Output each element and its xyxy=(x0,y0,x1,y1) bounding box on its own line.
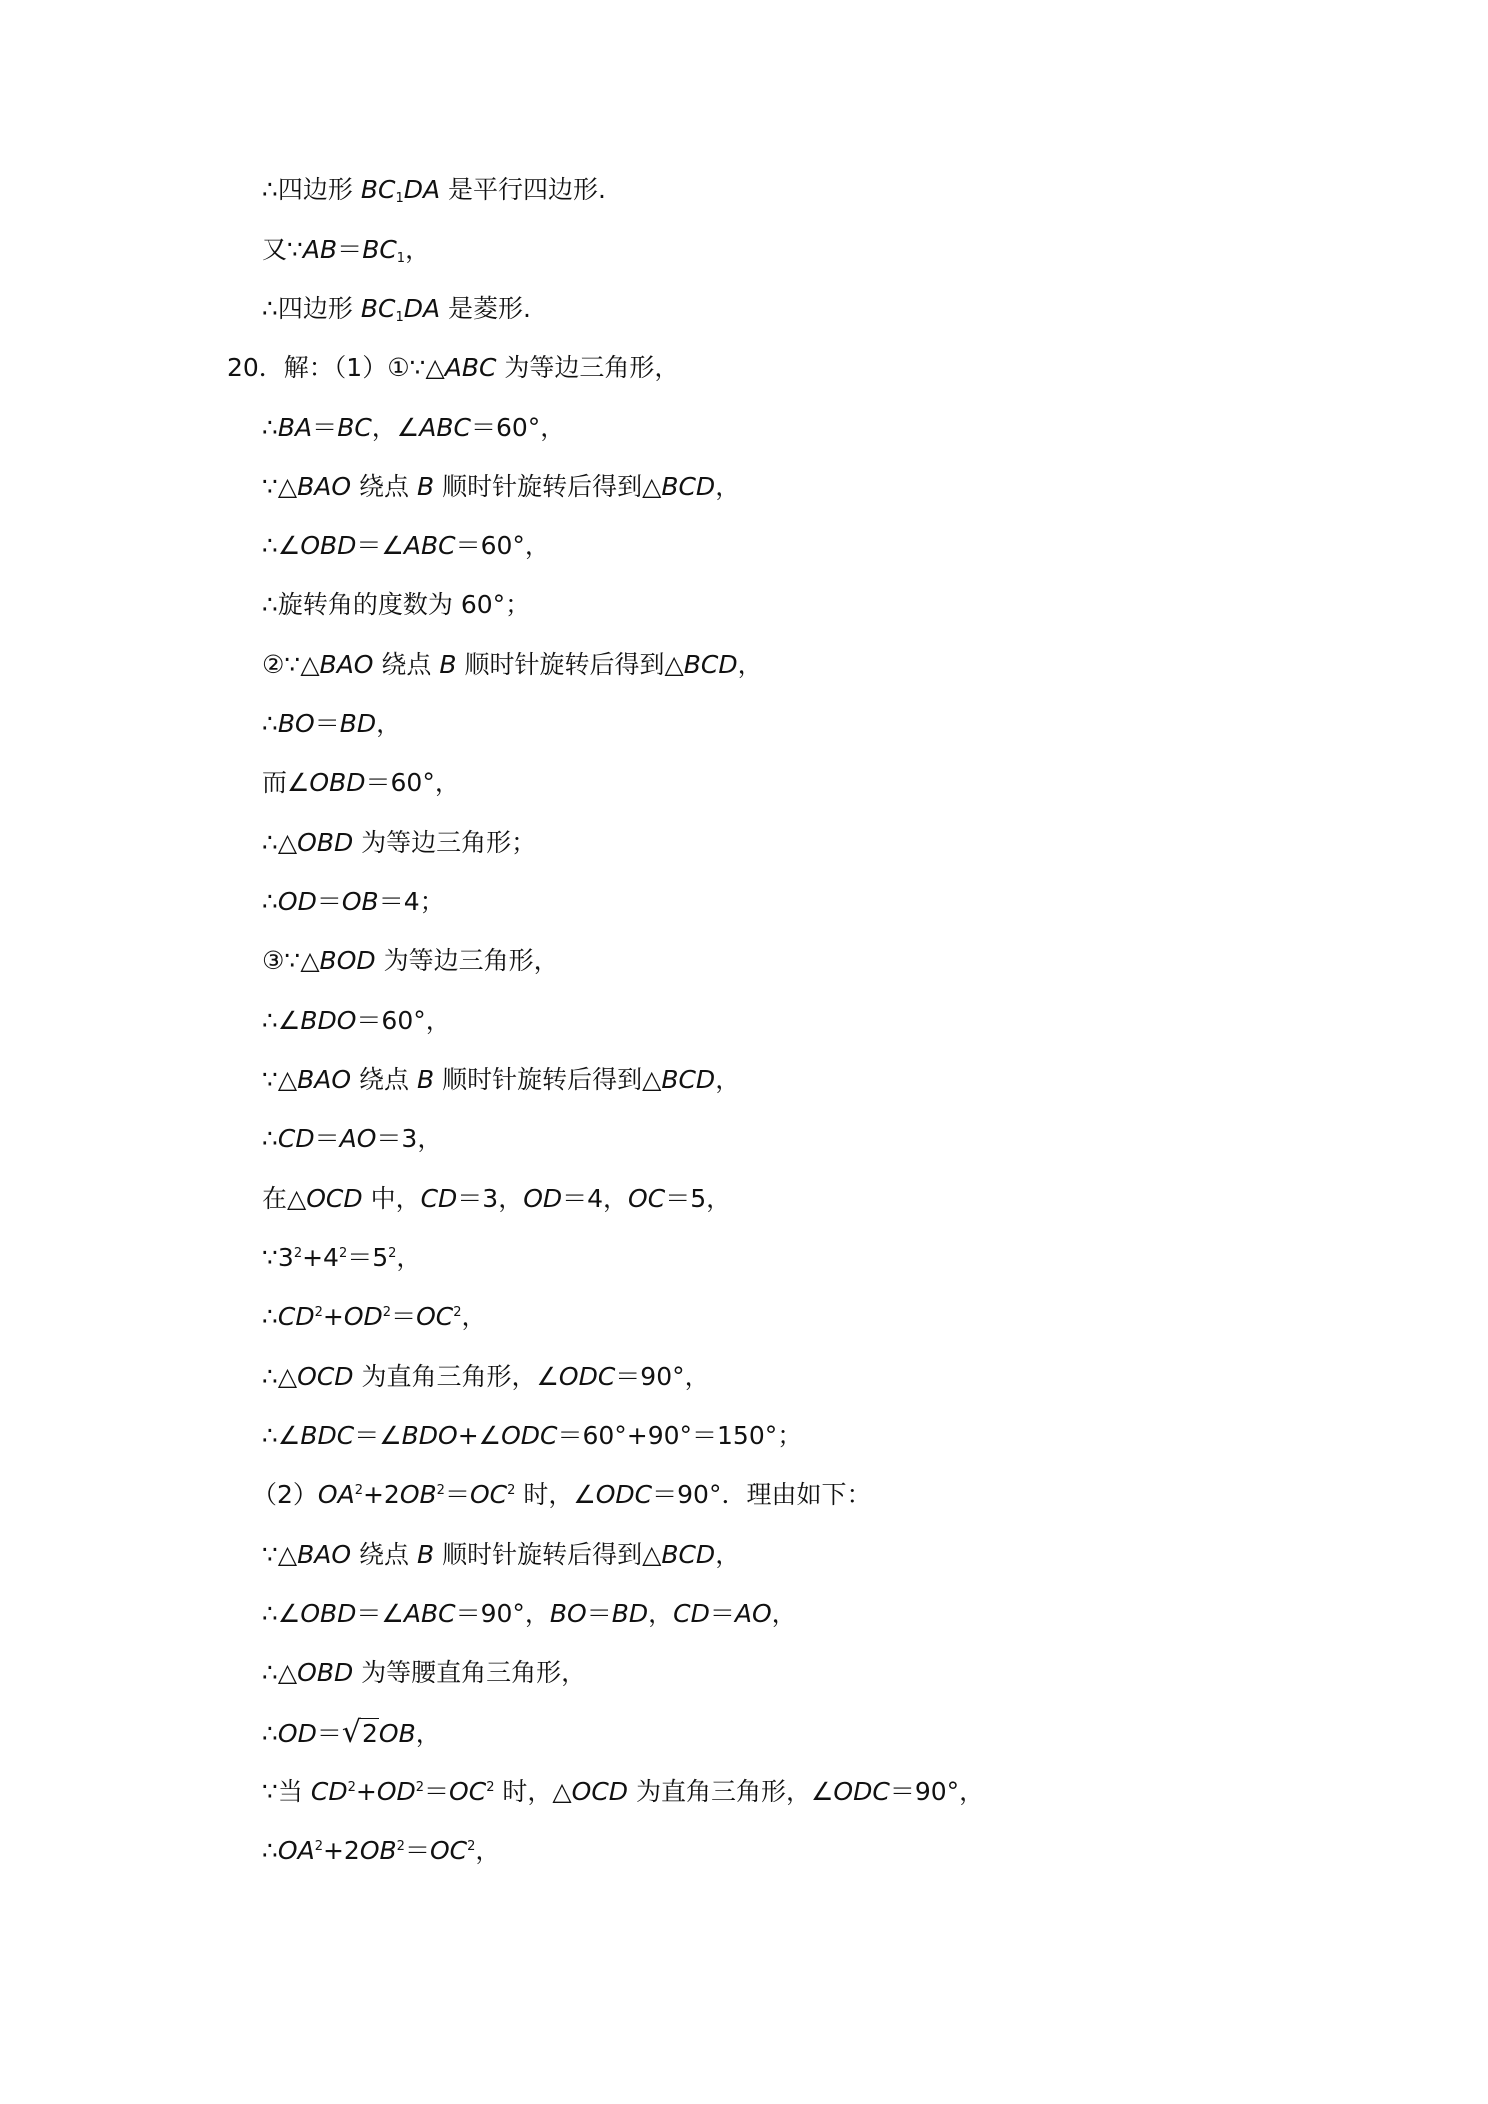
text-run: 为等边三角形， xyxy=(375,946,559,975)
text-run: ＝ xyxy=(316,1719,342,1748)
text-run: 中， xyxy=(362,1184,421,1213)
text-run: ∴四边形 xyxy=(262,294,361,323)
text-run: ∴∠ xyxy=(262,1599,301,1628)
superscript: 2 xyxy=(293,1246,303,1261)
math-variable: BC xyxy=(360,175,396,204)
subscript: 1 xyxy=(395,310,404,325)
text-run: ＝ xyxy=(337,235,363,264)
text-run: ③∵△ xyxy=(262,946,320,975)
math-variable: CD xyxy=(277,1124,315,1153)
text-line xyxy=(262,763,460,803)
math-variable: OC xyxy=(449,1777,487,1806)
math-variable: OB xyxy=(359,1836,397,1865)
text-run: 绕点 xyxy=(351,1540,417,1569)
text-run: ②∵△ xyxy=(262,650,320,679)
text-line xyxy=(262,1357,710,1397)
text-line xyxy=(262,941,559,981)
text-run: 时，△ xyxy=(494,1777,572,1806)
text-run: ， xyxy=(461,1302,487,1331)
math-variable: OCD xyxy=(306,1184,363,1213)
math-variable: CD xyxy=(420,1184,458,1213)
superscript: 2 xyxy=(314,1839,323,1854)
subscript: 1 xyxy=(395,191,404,206)
radical-sign-icon: √ xyxy=(341,1715,361,1750)
math-variable: BC xyxy=(337,413,372,442)
text-run: ， xyxy=(415,1719,441,1748)
superscript: 2 xyxy=(338,1246,348,1261)
text-run: ， xyxy=(737,650,763,679)
math-variable: OBD xyxy=(309,768,366,797)
math-variable: OCD xyxy=(297,1362,354,1391)
superscript: 2 xyxy=(415,1780,425,1795)
math-variable: OB xyxy=(378,1719,416,1748)
text-line xyxy=(227,348,679,388)
math-variable: OD xyxy=(277,887,317,916)
text-run: ＝ xyxy=(424,1777,450,1806)
text-line xyxy=(262,704,401,744)
text-run: ， xyxy=(396,1243,422,1272)
text-run: 是平行四边形. xyxy=(440,175,607,204)
text-run: 顺时针旋转后得到△ xyxy=(434,1065,662,1094)
math-variable: ABC xyxy=(444,353,497,382)
text-run: ＝ xyxy=(312,413,338,442)
math-variable: DA xyxy=(403,294,441,323)
text-run: ∵△ xyxy=(262,1065,298,1094)
text-line xyxy=(262,645,763,685)
text-run: ＝5， xyxy=(665,1184,732,1213)
text-run: ＝ xyxy=(391,1302,417,1331)
text-line xyxy=(262,1238,421,1278)
text-line xyxy=(262,1594,797,1634)
text-run: ＝60°， xyxy=(470,413,566,442)
superscript: 2 xyxy=(507,1483,516,1498)
math-variable: BO xyxy=(549,1599,587,1628)
math-variable: OD xyxy=(343,1302,383,1331)
text-run: ＝3， xyxy=(376,1124,443,1153)
superscript: 2 xyxy=(347,1780,356,1795)
math-variable: OC xyxy=(469,1480,508,1509)
text-run: 是菱形. xyxy=(440,294,532,323)
text-run: ∴ xyxy=(262,1719,278,1748)
math-variable: OBD xyxy=(300,531,357,560)
math-variable: CD xyxy=(310,1777,348,1806)
text-line xyxy=(262,467,740,507)
text-run: ＝ xyxy=(314,1124,340,1153)
text-run: ∴ xyxy=(262,709,278,738)
text-run: （2） xyxy=(252,1480,318,1509)
superscript: 2 xyxy=(453,1305,462,1320)
math-variable: B xyxy=(416,1540,435,1569)
text-run: ∴四边形 xyxy=(262,175,361,204)
text-run: 顺时针旋转后得到△ xyxy=(434,1540,662,1569)
radicand: 2 xyxy=(361,1719,378,1748)
text-line xyxy=(262,1297,487,1337)
text-run: 20．解：（1）①∵△ xyxy=(227,353,445,382)
math-variable: ODC xyxy=(833,1777,890,1806)
text-line xyxy=(262,823,536,863)
math-variable: ABC xyxy=(403,1599,456,1628)
math-variable: OB xyxy=(399,1480,437,1509)
math-variable: OC xyxy=(429,1836,468,1865)
text-run: ， xyxy=(715,472,741,501)
text-run: ∴△ xyxy=(262,1658,298,1687)
text-run: ＝∠ xyxy=(356,1599,404,1628)
text-run: ＝4； xyxy=(378,887,445,916)
math-variable: BAO xyxy=(297,472,352,501)
text-line xyxy=(252,1475,871,1515)
math-variable: BC xyxy=(360,294,396,323)
math-variable: B xyxy=(439,650,457,679)
text-run: ＝ xyxy=(316,887,342,916)
text-run: ＝60°， xyxy=(356,1006,451,1035)
text-run: + xyxy=(322,1302,344,1331)
text-line xyxy=(262,1713,441,1753)
text-run: ∴旋转角的度数为 60°； xyxy=(262,590,531,619)
math-variable: BD xyxy=(611,1599,649,1628)
text-run: ＝ xyxy=(586,1599,612,1628)
text-run: 绕点 xyxy=(351,1065,417,1094)
math-variable: OBD xyxy=(297,828,354,857)
text-line xyxy=(262,1416,802,1456)
text-run: 为等边三角形， xyxy=(496,353,680,382)
superscript: 2 xyxy=(382,1305,392,1320)
text-line xyxy=(262,1535,740,1575)
text-run: 为等边三角形； xyxy=(353,828,537,857)
math-variable: AO xyxy=(339,1124,377,1153)
text-run: ∴△ xyxy=(262,1362,298,1391)
math-variable: OBD xyxy=(300,1599,357,1628)
text-run: 顺时针旋转后得到△ xyxy=(434,472,662,501)
text-run: ＝ xyxy=(444,1480,470,1509)
text-line xyxy=(262,230,430,270)
text-run: ∴∠ xyxy=(262,1421,301,1450)
text-line xyxy=(262,1060,740,1100)
math-variable: OD xyxy=(277,1719,317,1748)
math-variable: OA xyxy=(277,1836,315,1865)
text-run: ＝ xyxy=(314,709,340,738)
text-run: ， xyxy=(648,1599,674,1628)
text-line xyxy=(262,1653,586,1693)
math-variable: B xyxy=(416,472,435,501)
text-run: ， xyxy=(715,1540,741,1569)
math-variable: BAO xyxy=(319,650,374,679)
text-line xyxy=(262,882,445,922)
text-line xyxy=(262,408,565,448)
text-run: ＝∠ xyxy=(356,531,404,560)
text-run: +2 xyxy=(322,1836,360,1865)
math-variable: B xyxy=(416,1065,435,1094)
text-run: ， xyxy=(376,709,402,738)
text-run: ＝4， xyxy=(562,1184,629,1213)
math-variable: BCD xyxy=(661,1540,716,1569)
text-run: +2 xyxy=(362,1480,400,1509)
math-variable: DA xyxy=(403,175,441,204)
math-variable: OCD xyxy=(571,1777,629,1806)
math-variable: OB xyxy=(341,887,379,916)
text-run: +4 xyxy=(302,1243,339,1272)
text-run: 为直角三角形，∠ xyxy=(628,1777,834,1806)
math-variable: OD xyxy=(376,1777,416,1806)
text-line xyxy=(262,1119,442,1159)
text-run: 为等腰直角三角形， xyxy=(353,1658,587,1687)
text-run: 绕点 xyxy=(351,472,417,501)
math-variable: BOD xyxy=(319,946,376,975)
text-run: ， xyxy=(715,1065,741,1094)
math-variable: BDO xyxy=(401,1421,458,1450)
text-run: 为直角三角形，∠ xyxy=(353,1362,559,1391)
text-run: ＝∠ xyxy=(354,1421,402,1450)
text-run: ＝90°．理由如下： xyxy=(652,1480,872,1509)
text-run: ， xyxy=(405,235,431,264)
math-variable: ODC xyxy=(595,1480,653,1509)
text-run: ＝3， xyxy=(457,1184,524,1213)
math-variable: ABC xyxy=(403,531,456,560)
text-line xyxy=(262,1001,451,1041)
text-run: ＝90°， xyxy=(889,1777,985,1806)
text-run: ∵△ xyxy=(262,472,298,501)
text-run: ∴ xyxy=(262,1836,278,1865)
text-run: + xyxy=(355,1777,377,1806)
text-run: ∴∠ xyxy=(262,1006,301,1035)
text-line xyxy=(262,289,531,329)
text-run: ∴ xyxy=(262,1302,278,1331)
superscript: 2 xyxy=(486,1780,495,1795)
math-variable: BDO xyxy=(300,1006,357,1035)
text-line xyxy=(262,170,606,210)
superscript: 2 xyxy=(388,1246,397,1261)
math-variable: AB xyxy=(302,235,338,264)
text-run: ，∠ xyxy=(371,413,420,442)
math-variable: BD xyxy=(339,709,377,738)
math-variable: BCD xyxy=(661,1065,716,1094)
text-run: ， xyxy=(771,1599,797,1628)
math-variable: OBD xyxy=(297,1658,354,1687)
math-variable: AO xyxy=(734,1599,772,1628)
text-run: 绕点 xyxy=(373,650,440,679)
math-variable: ABC xyxy=(419,413,471,442)
text-run: ∵△ xyxy=(262,1540,298,1569)
text-run: 顺时针旋转后得到△ xyxy=(456,650,684,679)
text-run: 时，∠ xyxy=(515,1480,596,1509)
math-variable: ODC xyxy=(501,1421,558,1450)
math-variable: ODC xyxy=(558,1362,616,1391)
text-run: 在△ xyxy=(262,1184,307,1213)
text-run: +∠ xyxy=(457,1421,502,1450)
square-root xyxy=(341,1715,379,1750)
text-line xyxy=(262,1831,500,1871)
text-run: ∴△ xyxy=(262,828,298,857)
text-run: ＝ xyxy=(404,1836,430,1865)
text-run: ＝90°， xyxy=(615,1362,710,1391)
text-run: ＝90°， xyxy=(455,1599,550,1628)
math-variable: OC xyxy=(628,1184,666,1213)
text-run: ∴ xyxy=(262,413,278,442)
math-variable: BAO xyxy=(297,1540,352,1569)
text-line xyxy=(262,1772,984,1812)
text-run: ∵当 xyxy=(262,1777,311,1806)
text-run: ∴ xyxy=(262,1124,278,1153)
text-run: ∴ xyxy=(262,887,278,916)
text-run: 而∠ xyxy=(262,768,310,797)
math-variable: BO xyxy=(277,709,315,738)
superscript: 2 xyxy=(396,1839,405,1854)
math-variable: BCD xyxy=(661,472,716,501)
math-variable: OC xyxy=(416,1302,454,1331)
text-run: ＝5 xyxy=(347,1243,389,1272)
math-variable: CD xyxy=(277,1302,315,1331)
text-line xyxy=(262,1179,731,1219)
superscript: 2 xyxy=(436,1483,445,1498)
math-variable: OA xyxy=(317,1480,355,1509)
subscript: 1 xyxy=(396,251,406,266)
text-run: ∴∠ xyxy=(262,531,301,560)
text-run: ＝60°， xyxy=(455,531,550,560)
superscript: 2 xyxy=(314,1305,323,1320)
text-line xyxy=(262,585,530,625)
text-run: ， xyxy=(475,1836,501,1865)
text-run: ∵3 xyxy=(262,1243,294,1272)
math-variable: BC xyxy=(362,235,397,264)
text-line xyxy=(262,526,550,566)
math-variable: BCD xyxy=(683,650,738,679)
superscript: 2 xyxy=(467,1839,476,1854)
text-run: ＝ xyxy=(709,1599,735,1628)
text-run: ＝60°， xyxy=(365,768,460,797)
math-variable: BAO xyxy=(297,1065,352,1094)
text-run: ＝60°+90°＝150°； xyxy=(557,1421,803,1450)
math-variable: BDC xyxy=(300,1421,355,1450)
text-run: 又∵ xyxy=(262,235,303,264)
superscript: 2 xyxy=(354,1483,363,1498)
math-variable: CD xyxy=(673,1599,710,1628)
math-variable: OD xyxy=(523,1184,563,1213)
math-variable: BA xyxy=(277,413,313,442)
